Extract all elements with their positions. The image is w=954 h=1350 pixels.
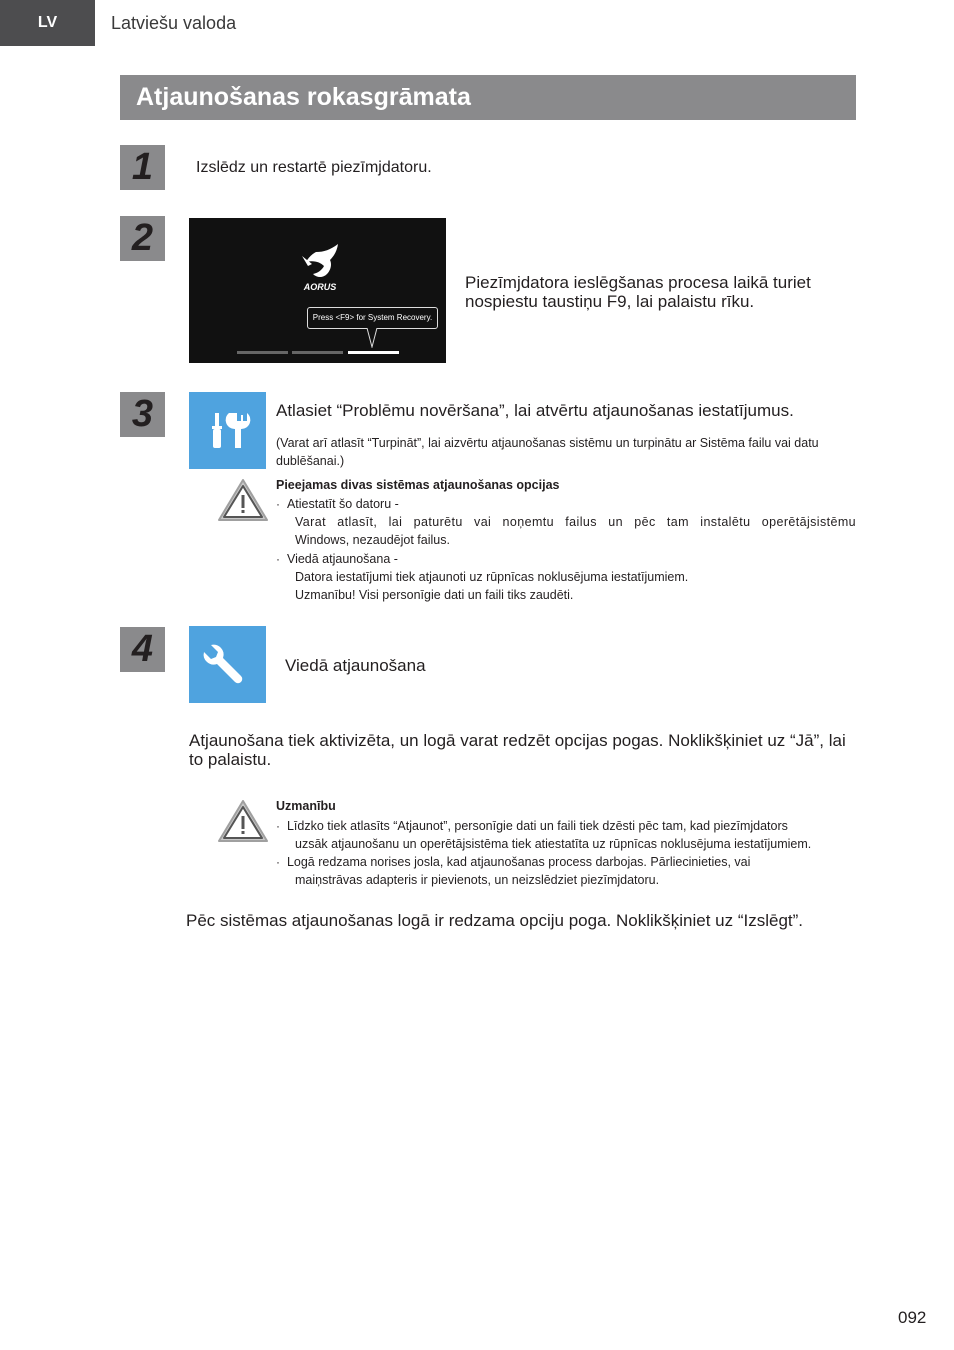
final-text: Pēc sistēmas atjaunošanas logā ir redzama opciju poga. Noklikšķiniet uz “Izslēgt”. <box>186 911 804 930</box>
progress-segment <box>292 351 343 354</box>
step-3-number: 3 <box>120 392 165 437</box>
tools-icon <box>189 392 266 469</box>
wrench-icon <box>189 626 266 703</box>
step-4-title: Viedā atjaunošana <box>285 656 426 675</box>
caution-2-line: · Logā redzama norises josla, kad atjaunošanas process darbojas. Pārliecinieties, vai <box>276 855 751 869</box>
language-name: Latviešu valoda <box>111 13 237 33</box>
language-tab: LV <box>0 0 95 46</box>
option-2-line: Uzmanību! Visi personīgie dati un faili tiks zaudēti. <box>295 588 574 602</box>
step-4-number: 4 <box>120 627 165 672</box>
caution-2-line: maiņstrāvas adapteris ir pievienots, un neizslēdziet piezīmjdatoru. <box>295 873 660 887</box>
progress-segment-active <box>348 351 399 354</box>
step-3-note: (Varat arī atlasīt “Turpināt”, lai aizvērtu atjaunošanas sistēmu un turpinātu ar Sistēma failu vai datu dublēšanai.) <box>276 436 819 468</box>
progress-segment <box>237 351 288 354</box>
step-2-text: Piezīmjdatora ieslēgšanas procesa laikā turiet nospiestu taustiņu F9, lai palaistu rīku. <box>465 273 811 311</box>
caution-1-line: uzsāk atjaunošanu un operētājsistēma tiek atiestatīta uz rūpnīcas noklusējuma iestatījumiem. <box>295 837 812 851</box>
step-1-text: Izslēdz un restartē piezīmjdatoru. <box>196 159 432 176</box>
step-2-number: 2 <box>120 216 165 261</box>
step-3-text: Atlasiet “Problēmu novēršana”, lai atvērtu atjaunošanas iestatījumus. <box>276 401 794 420</box>
step-1-number: 1 <box>120 145 165 190</box>
aorus-logo <box>294 240 346 296</box>
caution-1-line: · Līdzko tiek atlasīts “Atjaunot”, personīgie dati un faili tiek dzēsti pēc tam, kad piezīmjdators <box>276 819 788 833</box>
bubble-pointer <box>366 328 378 348</box>
option-2-label: · Viedā atjaunošana - <box>276 552 398 566</box>
boot-prompt: Press <F9> for System Recovery. <box>307 307 438 329</box>
page-title: Atjaunošanas rokasgrāmata <box>120 75 856 120</box>
warning-icon <box>217 798 269 844</box>
option-1-line: Varat atlasīt, lai paturētu vai noņemtu failus un pēc tam instalētu operētājsistēmu <box>295 515 856 529</box>
option-1-line: Windows, nezaudējot failus. <box>295 533 450 547</box>
caution-title: Uzmanību <box>276 799 336 813</box>
option-1-label: · Atiestatīt šo datoru - <box>276 497 399 511</box>
options-title: Pieejamas divas sistēmas atjaunošanas opcijas <box>276 478 560 492</box>
aorus-logo-text: AORUS <box>303 282 337 292</box>
option-2-line: Datora iestatījumi tiek atjaunoti uz rūpnīcas noklusējuma iestatījumiem. <box>295 570 689 584</box>
page-number: 092 <box>898 1308 927 1327</box>
activation-text: Atjaunošana tiek aktivizēta, un logā varat redzēt opcijas pogas. Noklikšķiniet uz “Jā”, lai to palaistu. <box>189 731 846 769</box>
warning-icon <box>217 477 269 523</box>
